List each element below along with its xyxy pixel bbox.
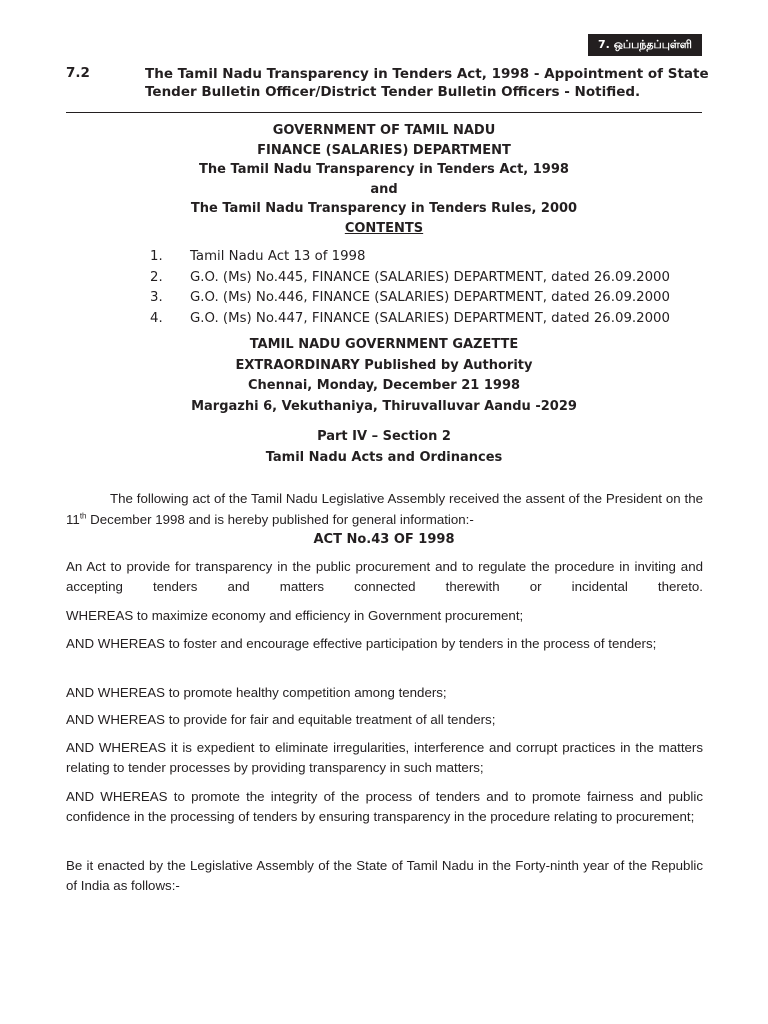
contents-list bbox=[150, 247, 670, 329]
chapter-tab: 7. ஒப்பந்தப்புள்ளி bbox=[588, 34, 702, 56]
part-line: Part IV – Section 2 bbox=[317, 429, 451, 444]
contents-item bbox=[150, 288, 670, 309]
header-line: FINANCE (SALARIES) DEPARTMENT bbox=[257, 142, 511, 158]
part-line: Tamil Nadu Acts and Ordinances bbox=[265, 450, 503, 465]
whereas-paragraph: AND WHEREAS to provide for fair and equitable treatment of all tenders; bbox=[66, 712, 496, 727]
section-title: The Tamil Nadu Transparency in Tenders Act, 1998 - Appointment of State Tender Bulletin Officer/District Tender Bulletin Officers - Notified. bbox=[145, 66, 709, 100]
gazette-line: Chennai, Monday, December 21 1998 bbox=[247, 378, 521, 393]
whereas-paragraph: AND WHEREAS to promote the integrity of the process of tenders and to promote fairness and public confidence in the processing of tenders by ensuring transparency in the procedure relating to procurement; bbox=[66, 789, 703, 824]
contents-item-text: G.O. (Ms) No.446, FINANCE (SALARIES) DEPARTMENT, dated 26.09.2000 bbox=[190, 290, 670, 306]
intro-paragraph bbox=[66, 488, 703, 530]
contents-item-number: 2. bbox=[150, 269, 163, 285]
contents-item-text: G.O. (Ms) No.447, FINANCE (SALARIES) DEPARTMENT, dated 26.09.2000 bbox=[190, 310, 670, 326]
contents-heading: CONTENTS bbox=[344, 221, 424, 236]
header-block bbox=[66, 121, 702, 219]
preamble-paragraph: An Act to provide for transparency in the public procurement and to regulate the procedure in inviting and accepting tenders and matters connected therewith or incidental thereto. bbox=[66, 559, 703, 594]
header-line: The Tamil Nadu Transparency in Tenders Act, 1998 bbox=[199, 162, 569, 177]
enactment-paragraph: Be it enacted by the Legislative Assembly of the State of Tamil Nadu in the Forty-ninth year of the Republic of India as follows:- bbox=[66, 858, 703, 893]
section-number: 7.2 bbox=[66, 65, 90, 81]
part-block bbox=[66, 426, 702, 468]
whereas-paragraph: AND WHEREAS to promote healthy competition among tenders; bbox=[66, 685, 447, 700]
contents-item bbox=[150, 309, 670, 330]
header-line: GOVERNMENT OF TAMIL NADU bbox=[272, 123, 496, 138]
contents-item-number: 3. bbox=[150, 290, 163, 306]
contents-item-number: 1. bbox=[150, 249, 163, 264]
header-line: The Tamil Nadu Transparency in Tenders Rules, 2000 bbox=[190, 201, 578, 216]
gazette-line: EXTRAORDINARY Published by Authority bbox=[235, 357, 533, 373]
header-line: and bbox=[370, 181, 398, 197]
gazette-block bbox=[66, 335, 702, 417]
whereas-paragraph: AND WHEREAS to foster and encourage effective participation by tenders in the process of tenders; bbox=[66, 636, 657, 651]
intro-text: The following act of the Tamil Nadu Legislative Assembly received the assent of the President on the 11 bbox=[66, 491, 703, 527]
contents-item-text: G.O. (Ms) No.445, FINANCE (SALARIES) DEPARTMENT, dated 26.09.2000 bbox=[190, 269, 670, 285]
contents-item-number: 4. bbox=[150, 310, 163, 326]
contents-item-text: Tamil Nadu Act 13 of 1998 bbox=[190, 249, 366, 264]
gazette-line: TAMIL NADU GOVERNMENT GAZETTE bbox=[249, 337, 519, 352]
ordinal-suffix: th bbox=[79, 511, 87, 521]
act-title: ACT No.43 OF 1998 bbox=[313, 532, 455, 547]
contents-item bbox=[150, 247, 670, 268]
intro-text: December 1998 and is hereby published for general information:- bbox=[86, 512, 474, 527]
gazette-line: Margazhi 6, Vekuthaniya, Thiruvalluvar Aandu -2029 bbox=[191, 398, 577, 414]
title-divider bbox=[66, 112, 702, 113]
whereas-paragraph: AND WHEREAS it is expedient to eliminate irregularities, interference and corrupt practices in the matters relating to tender processes by providing transparency in such matters; bbox=[66, 740, 703, 775]
whereas-paragraph: WHEREAS to maximize economy and efficiency in Government procurement; bbox=[66, 608, 524, 623]
contents-item bbox=[150, 268, 670, 289]
